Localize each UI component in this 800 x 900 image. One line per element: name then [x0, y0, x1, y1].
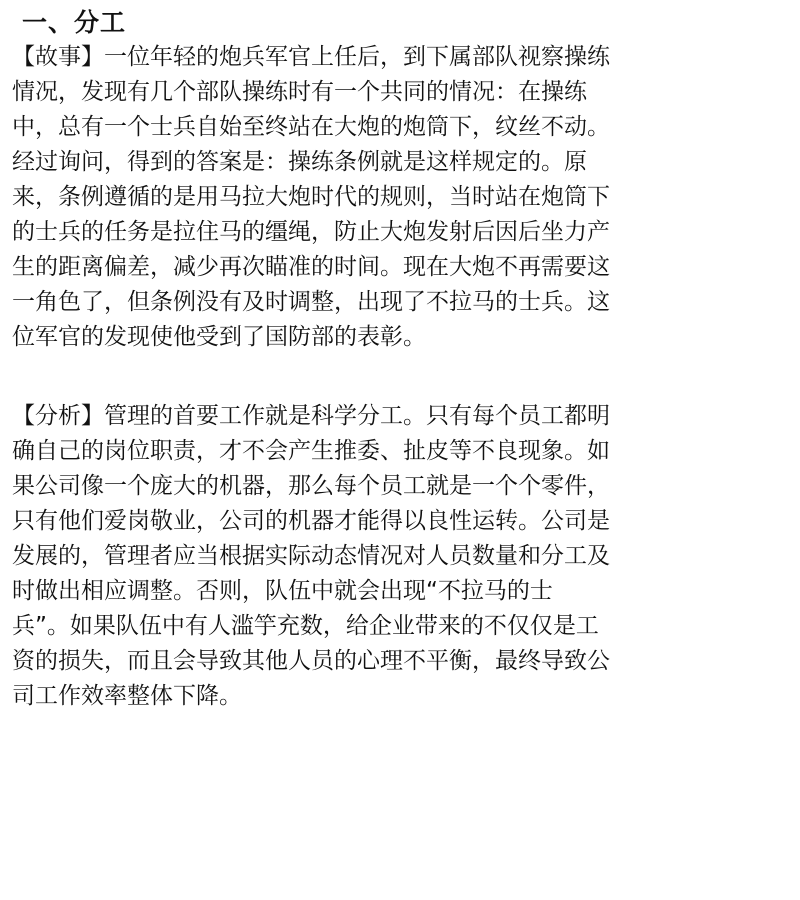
analysis-line: 【分析】管理的首要工作就是科学分工。只有每个员工都明	[12, 403, 610, 429]
analysis-paragraph	[12, 399, 780, 714]
story-line: 情况，发现有几个部队操练时有一个共同的情况：在操练	[12, 79, 587, 105]
analysis-line: 时做出相应调整。否则，队伍中就会出现“不拉马的士	[12, 578, 553, 604]
analysis-line: 只有他们爱岗敬业，公司的机器才能得以良性运转。公司是	[12, 508, 610, 534]
story-line: 来，条例遵循的是用马拉大炮时代的规则，当时站在炮筒下	[12, 184, 610, 210]
story-line: 中，总有一个士兵自始至终站在大炮的炮筒下，纹丝不动。	[12, 114, 610, 140]
story-line: 经过询问，得到的答案是：操练条例就是这样规定的。原	[12, 149, 587, 175]
story-line: 的士兵的任务是拉住马的缰绳，防止大炮发射后因后坐力产	[12, 219, 610, 245]
story-line: 位军官的发现使他受到了国防部的表彰。	[12, 324, 426, 350]
analysis-line: 司工作效率整体下降。	[12, 683, 242, 709]
analysis-line: 果公司像一个庞大的机器，那么每个员工就是一个个零件，	[12, 473, 610, 499]
analysis-line: 兵”。如果队伍中有人滥竽充数，给企业带来的不仅仅是工	[12, 613, 599, 639]
story-line: 一角色了，但条例没有及时调整，出现了不拉马的士兵。这	[12, 289, 610, 315]
analysis-line: 资的损失，而且会导致其他人员的心理不平衡，最终导致公	[12, 648, 610, 674]
story-line: 生的距离偏差，减少再次瞄准的时间。现在大炮不再需要这	[12, 254, 610, 280]
analysis-line: 确自己的岗位职责，才不会产生推委、扯皮等不良现象。如	[12, 438, 610, 464]
section-heading: 一、分工	[22, 8, 127, 37]
paragraph-spacer	[12, 355, 780, 399]
story-line: 【故事】一位年轻的炮兵军官上任后，到下属部队视察操练	[12, 44, 610, 70]
story-paragraph	[12, 40, 780, 355]
analysis-line: 发展的，管理者应当根据实际动态情况对人员数量和分工及	[12, 543, 610, 569]
